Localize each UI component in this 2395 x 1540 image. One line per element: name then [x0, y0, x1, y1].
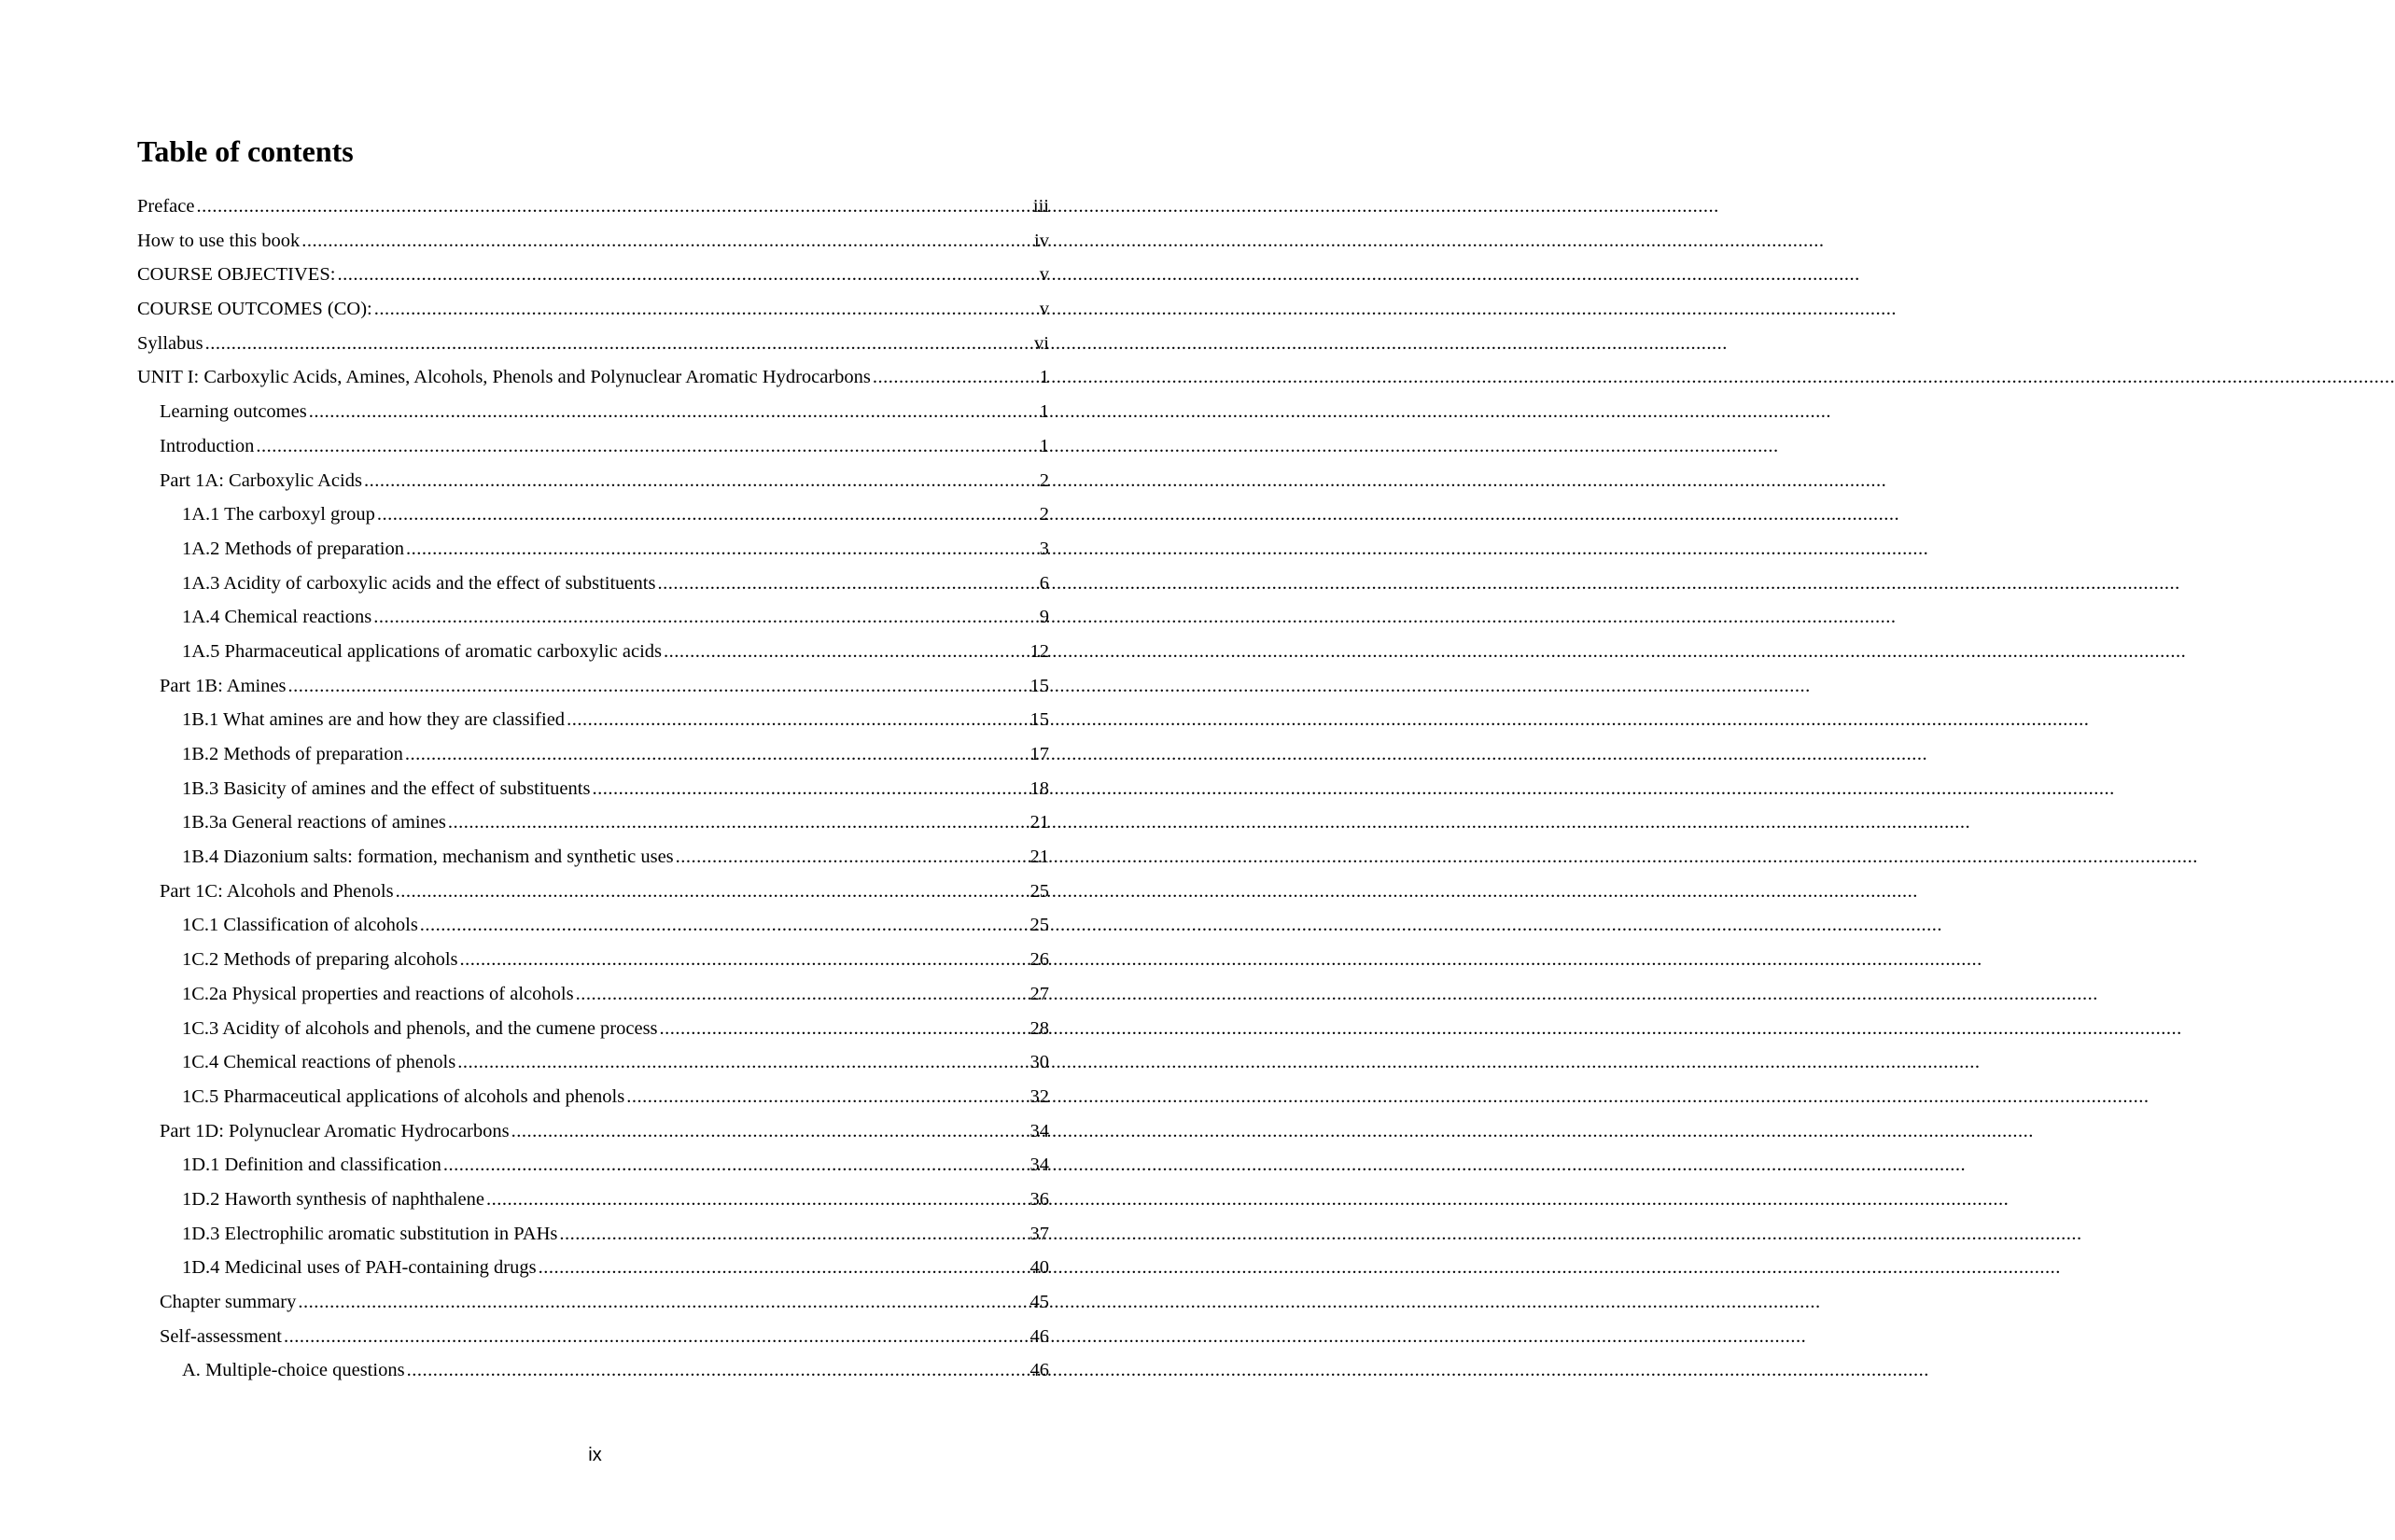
toc-entry[interactable]	[137, 329, 1049, 364]
toc-dot-leader	[377, 500, 1038, 528]
toc-entry[interactable]	[137, 706, 1049, 740]
toc-dot-leader	[284, 1323, 1029, 1351]
toc-entry-page: 25	[1029, 880, 1049, 902]
toc-dot-leader	[298, 1288, 1028, 1316]
toc-entry[interactable]	[137, 192, 1049, 227]
toc-entry-label: Part 1D: Polynuclear Aromatic Hydrocarbons	[160, 1120, 510, 1141]
toc-entry-label: 1B.1 What amines are and how they are classified	[182, 709, 566, 731]
toc-entry-page: vi	[1034, 332, 1049, 354]
toc-dot-leader	[626, 1083, 1028, 1111]
toc-entry[interactable]	[137, 500, 1049, 535]
toc-dot-leader	[420, 911, 1029, 939]
toc-entry-label: 1C.4 Chemical reactions of phenols	[182, 1052, 456, 1073]
toc-entry-label: Part 1C: Alcohols and Phenols	[160, 880, 394, 902]
toc-dot-leader	[337, 260, 1037, 288]
toc-entry-page: 1	[1039, 401, 1049, 423]
toc-entry-label: 1A.4 Chemical reactions	[182, 607, 372, 628]
toc-entry[interactable]	[137, 877, 1049, 912]
toc-dot-leader	[664, 637, 1028, 665]
toc-entry-page: 46	[1029, 1325, 1049, 1347]
toc-entry[interactable]	[137, 740, 1049, 775]
toc-entry[interactable]	[137, 808, 1049, 843]
toc-dot-leader	[592, 775, 1028, 803]
toc-entry[interactable]	[137, 637, 1049, 672]
toc-dot-leader	[676, 843, 1029, 871]
toc-entry-page: 32	[1029, 1085, 1049, 1107]
toc-entry[interactable]	[137, 843, 1049, 877]
toc-dot-leader	[660, 1015, 1029, 1043]
toc-entry-label: Introduction	[160, 435, 255, 456]
toc-entry-label: Part 1B: Amines	[160, 675, 287, 696]
toc-entry[interactable]	[137, 569, 1049, 604]
toc-entry[interactable]	[137, 1015, 1049, 1049]
toc-entry[interactable]	[137, 945, 1049, 980]
toc-entry-page: 12	[1029, 640, 1049, 662]
toc-dot-leader	[205, 329, 1032, 357]
table-of-contents	[137, 192, 1049, 1391]
toc-entry-label: 1B.2 Methods of preparation	[182, 744, 403, 764]
toc-entry[interactable]	[137, 467, 1049, 501]
toc-entry[interactable]	[137, 1356, 1049, 1391]
toc-entry-page: 18	[1029, 777, 1049, 799]
toc-entry-label: Self-assessment	[160, 1325, 282, 1347]
toc-entry-page: 3	[1039, 538, 1049, 559]
toc-entry-page: 21	[1029, 847, 1049, 868]
toc-dot-leader	[559, 1220, 1028, 1248]
toc-entry[interactable]	[137, 1220, 1049, 1254]
toc-dot-leader	[448, 808, 1029, 836]
toc-entry[interactable]	[137, 672, 1049, 707]
toc-entry-label: How to use this book	[137, 230, 301, 251]
toc-entry-page: 21	[1029, 812, 1049, 833]
toc-entry-page: iii	[1032, 196, 1049, 217]
toc-dot-leader	[364, 467, 1038, 495]
toc-entry[interactable]	[137, 911, 1049, 945]
toc-entry-label: 1D.2 Haworth synthesis of naphthalene	[182, 1188, 484, 1210]
toc-entry-label: 1C.1 Classification of alcohols	[182, 915, 418, 936]
toc-entry[interactable]	[137, 227, 1049, 261]
toc-entry-page: 25	[1029, 915, 1049, 936]
toc-dot-leader	[288, 672, 1029, 700]
toc-dot-leader	[460, 945, 1029, 973]
toc-entry-page: 28	[1029, 1017, 1049, 1039]
toc-entry-label: Chapter summary	[160, 1292, 297, 1312]
toc-dot-leader	[256, 432, 1037, 460]
toc-dot-leader	[309, 398, 1038, 426]
toc-entry-label: 1C.2 Methods of preparing alcohols	[182, 949, 458, 971]
toc-dot-leader	[511, 1117, 1029, 1145]
toc-entry[interactable]	[137, 363, 1049, 398]
toc-dot-leader	[486, 1185, 1029, 1213]
toc-entry-label: 1B.3a General reactions of amines	[182, 812, 446, 833]
toc-entry[interactable]	[137, 432, 1049, 467]
toc-entry-label: 1B.3 Basicity of amines and the effect of substituents	[182, 777, 591, 799]
toc-entry-label: A. Multiple-choice questions	[182, 1360, 405, 1381]
toc-entry-page: 1	[1039, 367, 1049, 388]
toc-entry-page: iv	[1034, 230, 1049, 251]
toc-entry-page: 36	[1029, 1188, 1049, 1210]
toc-entry[interactable]	[137, 1117, 1049, 1152]
toc-entry[interactable]	[137, 603, 1049, 637]
toc-dot-leader	[396, 877, 1029, 905]
toc-entry-label: 1D.3 Electrophilic aromatic substitution in PAHs	[182, 1223, 558, 1244]
toc-entry-page: 2	[1039, 504, 1049, 525]
toc-entry[interactable]	[137, 1083, 1049, 1117]
toc-entry-page: 9	[1039, 607, 1049, 628]
toc-entry-page: v	[1039, 299, 1049, 320]
toc-dot-leader	[406, 535, 1038, 563]
toc-dot-leader	[457, 1048, 1028, 1076]
toc-entry[interactable]	[137, 1048, 1049, 1083]
toc-entry-page: 15	[1029, 675, 1049, 696]
toc-entry[interactable]	[137, 260, 1049, 295]
toc-entry-label: 1B.4 Diazonium salts: formation, mechanism and synthetic uses	[182, 847, 674, 868]
toc-dot-leader	[873, 363, 1038, 391]
toc-entry[interactable]	[137, 1323, 1049, 1357]
toc-entry-page: 6	[1039, 572, 1049, 594]
toc-entry-page: 30	[1029, 1052, 1049, 1073]
toc-entry-label: 1D.4 Medicinal uses of PAH-containing drugs	[182, 1257, 537, 1279]
toc-entry-label: UNIT I: Carboxylic Acids, Amines, Alcohols, Phenols and Polynuclear Aromatic Hydrocarbons	[137, 367, 871, 388]
toc-dot-leader	[567, 706, 1028, 734]
toc-entry-page: 15	[1029, 709, 1049, 731]
page-title: Table of contents	[137, 134, 354, 168]
toc-entry[interactable]	[137, 295, 1049, 329]
toc-dot-leader	[374, 295, 1038, 323]
toc-entry-label: Learning outcomes	[160, 401, 307, 423]
toc-entry-page: 37	[1029, 1223, 1049, 1244]
toc-entry-label: 1A.3 Acidity of carboxylic acids and the effect of substituents	[182, 572, 656, 594]
toc-entry-page: 26	[1029, 949, 1049, 971]
toc-entry-label: COURSE OUTCOMES (CO):	[137, 299, 372, 320]
toc-entry[interactable]	[137, 1253, 1049, 1288]
toc-dot-leader	[196, 192, 1030, 220]
toc-entry[interactable]	[137, 535, 1049, 569]
toc-entry-page: 1	[1039, 435, 1049, 456]
toc-entry-page: 46	[1029, 1360, 1049, 1381]
toc-entry-page: v	[1039, 264, 1049, 286]
toc-entry-page: 27	[1029, 983, 1049, 1004]
toc-dot-leader	[657, 569, 1037, 597]
toc-entry-page: 2	[1039, 469, 1049, 491]
toc-entry[interactable]	[137, 775, 1049, 809]
toc-entry-label: 1A.2 Methods of preparation	[182, 538, 404, 559]
toc-dot-leader	[576, 980, 1029, 1008]
toc-entry-label: 1C.5 Pharmaceutical applications of alcohols and phenols	[182, 1085, 625, 1107]
toc-dot-leader	[373, 603, 1038, 631]
toc-entry[interactable]	[137, 1185, 1049, 1220]
toc-entry[interactable]	[137, 1288, 1049, 1323]
toc-entry-label: 1C.3 Acidity of alcohols and phenols, and the cumene process	[182, 1017, 658, 1039]
toc-entry-label: 1A.5 Pharmaceutical applications of aromatic carboxylic acids	[182, 640, 663, 662]
toc-entry[interactable]	[137, 1151, 1049, 1185]
toc-entry-page: 45	[1029, 1292, 1049, 1312]
toc-entry-label: Syllabus	[137, 332, 203, 354]
toc-entry[interactable]	[137, 980, 1049, 1015]
toc-entry-label: 1D.1 Definition and classification	[182, 1155, 441, 1176]
toc-entry-label: 1A.1 The carboxyl group	[182, 504, 375, 525]
toc-dot-leader	[301, 227, 1032, 255]
toc-entry-page: 34	[1029, 1120, 1049, 1141]
toc-entry-page: 34	[1029, 1155, 1049, 1176]
toc-dot-leader	[539, 1253, 1029, 1281]
toc-entry[interactable]	[137, 398, 1049, 432]
toc-entry-label: Preface	[137, 196, 195, 217]
toc-entry-page: 40	[1029, 1257, 1049, 1279]
toc-dot-leader	[405, 740, 1029, 768]
toc-entry-label: COURSE OBJECTIVES:	[137, 264, 336, 286]
toc-entry-label: Part 1A: Carboxylic Acids	[160, 469, 362, 491]
toc-dot-leader	[443, 1151, 1029, 1179]
toc-dot-leader	[407, 1356, 1029, 1384]
toc-entry-label: 1C.2a Physical properties and reactions of alcohols	[182, 983, 574, 1004]
toc-entry-page: 17	[1029, 744, 1049, 764]
page-number: ix	[588, 1445, 602, 1465]
